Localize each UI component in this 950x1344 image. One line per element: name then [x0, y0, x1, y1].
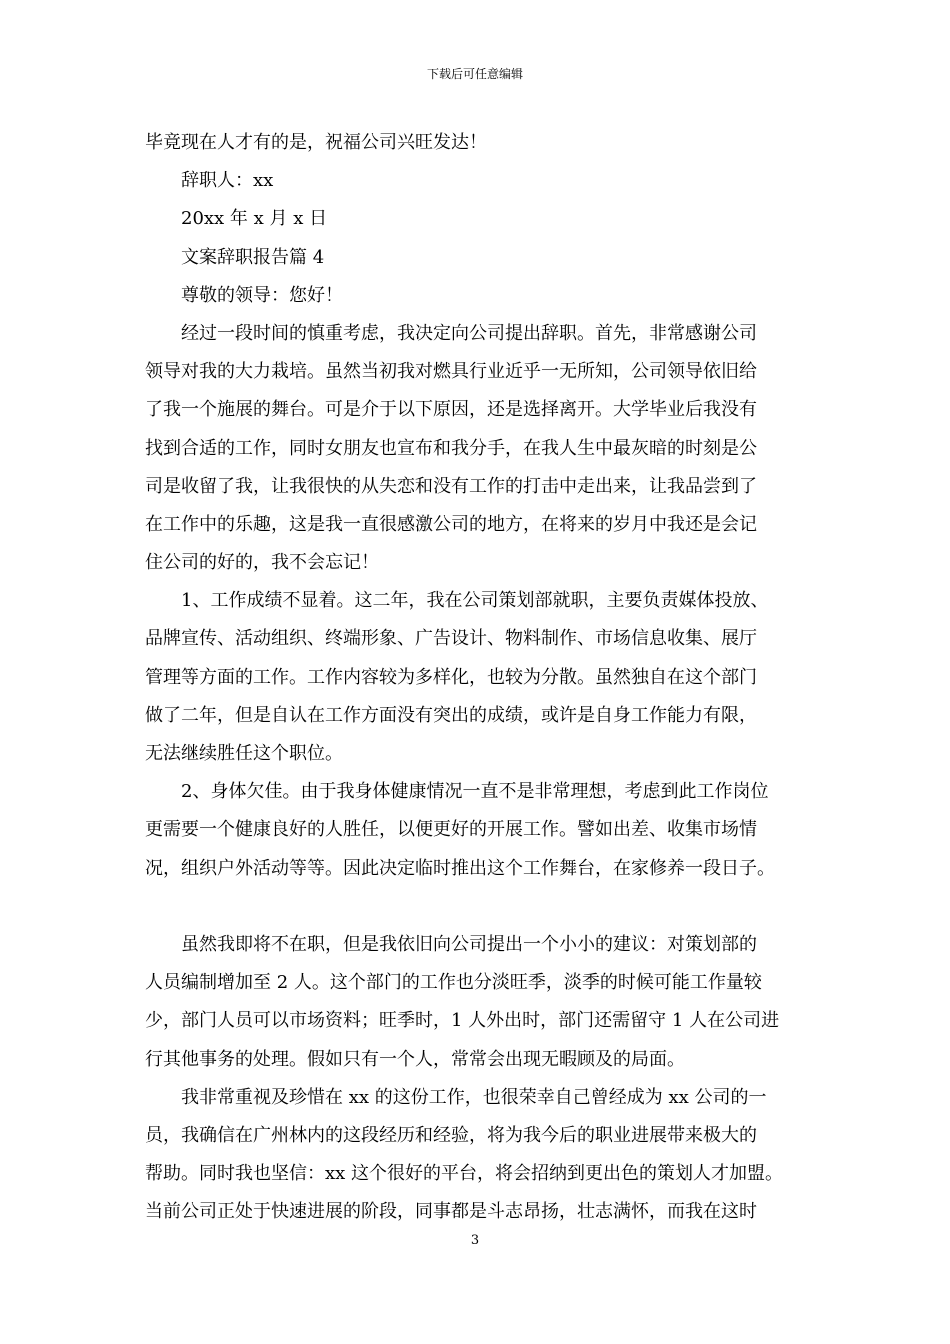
text-line: 司是收留了我，让我很快的从失恋和没有工作的打击中走出来，让我品尝到了 [145, 475, 757, 497]
text-line: 1、工作成绩不显着。这二年，我在公司策划部就职，主要负责媒体投放、 [145, 590, 769, 612]
text-line: 经过一段时间的慎重考虑，我决定向公司提出辞职。首先，非常感谢公司 [145, 322, 757, 344]
paragraph-gap [145, 888, 817, 926]
text-line: 20xx 年 x 月 x 日 [145, 208, 328, 230]
text-line: 人员编制增加至 2 人。这个部门的工作也分淡旺季，淡季的时候可能工作量较 [145, 972, 762, 994]
text-line: 了我一个施展的舞台。可是介于以下原因，还是选择离开。大学毕业后我没有 [145, 399, 757, 421]
page-number: 3 [470, 1233, 480, 1248]
text-line: 2、身体欠佳。由于我身体健康情况一直不是非常理想，考虑到此工作岗位 [145, 781, 769, 803]
text-line: 帮助。同时我也坚信：xx 这个很好的平台，将会招纳到更出色的策划人才加盟。 [145, 1163, 784, 1185]
text-line: 虽然我即将不在职，但是我依旧向公司提出一个小小的建议：对策划部的 [145, 933, 757, 955]
text-line: 毕竟现在人才有的是，祝福公司兴旺发达！ [145, 132, 487, 153]
text-line: 在工作中的乐趣，这是我一直很感激公司的地方，在将来的岁月中我还是会记 [145, 513, 757, 535]
section-title: 文案辞职报告篇 4 [145, 246, 325, 268]
text-line: 品牌宣传、活动组织、终端形象、广告设计、物料制作、市场信息收集、展厅 [145, 628, 757, 650]
salutation: 尊敬的领导：您好！ [145, 284, 343, 306]
text-line: 无法继续胜任这个职位。 [145, 743, 343, 764]
text-line: 管理等方面的工作。工作内容较为多样化，也较为分散。虽然独自在这个部门 [145, 666, 757, 688]
page-header: 下载后可任意编辑 [426, 67, 523, 81]
text-line: 领导对我的大力栽培。虽然当初我对燃具行业近乎一无所知，公司领导依旧给 [145, 361, 757, 383]
text-line: 少，部门人员可以市场资料；旺季时，1 人外出时，部门还需留守 1 人在公司进 [145, 1010, 780, 1032]
text-line: 我非常重视及珍惜在 xx 的这份工作，也很荣幸自己曾经成为 xx 公司的一 [145, 1086, 767, 1108]
text-line: 辞职人：xx [145, 170, 274, 192]
text-line: 行其他事务的处理。假如只有一个人，常常会出现无暇顾及的局面。 [145, 1048, 685, 1070]
text-line: 员，我确信在广州林内的这段经历和经验，将为我今后的职业进展带来极大的 [145, 1124, 757, 1146]
text-line: 况，组织户外活动等等。因此决定临时推出这个工作舞台，在家修养一段日子。 [145, 857, 775, 879]
text-line: 当前公司正处于快速进展的阶段，同事都是斗志昂扬，壮志满怀，而我在这时 [145, 1201, 757, 1223]
text-line: 做了二年，但是自认在工作方面没有突出的成绩，或许是自身工作能力有限， [145, 704, 757, 726]
text-line: 住公司的好的，我不会忘记！ [145, 552, 379, 574]
text-line: 找到合适的工作，同时女朋友也宣布和我分手，在我人生中最灰暗的时刻是公 [145, 437, 757, 459]
document-body [145, 124, 817, 1231]
text-line: 更需要一个健康良好的人胜任，以便更好的开展工作。譬如出差、收集市场情 [145, 819, 757, 841]
